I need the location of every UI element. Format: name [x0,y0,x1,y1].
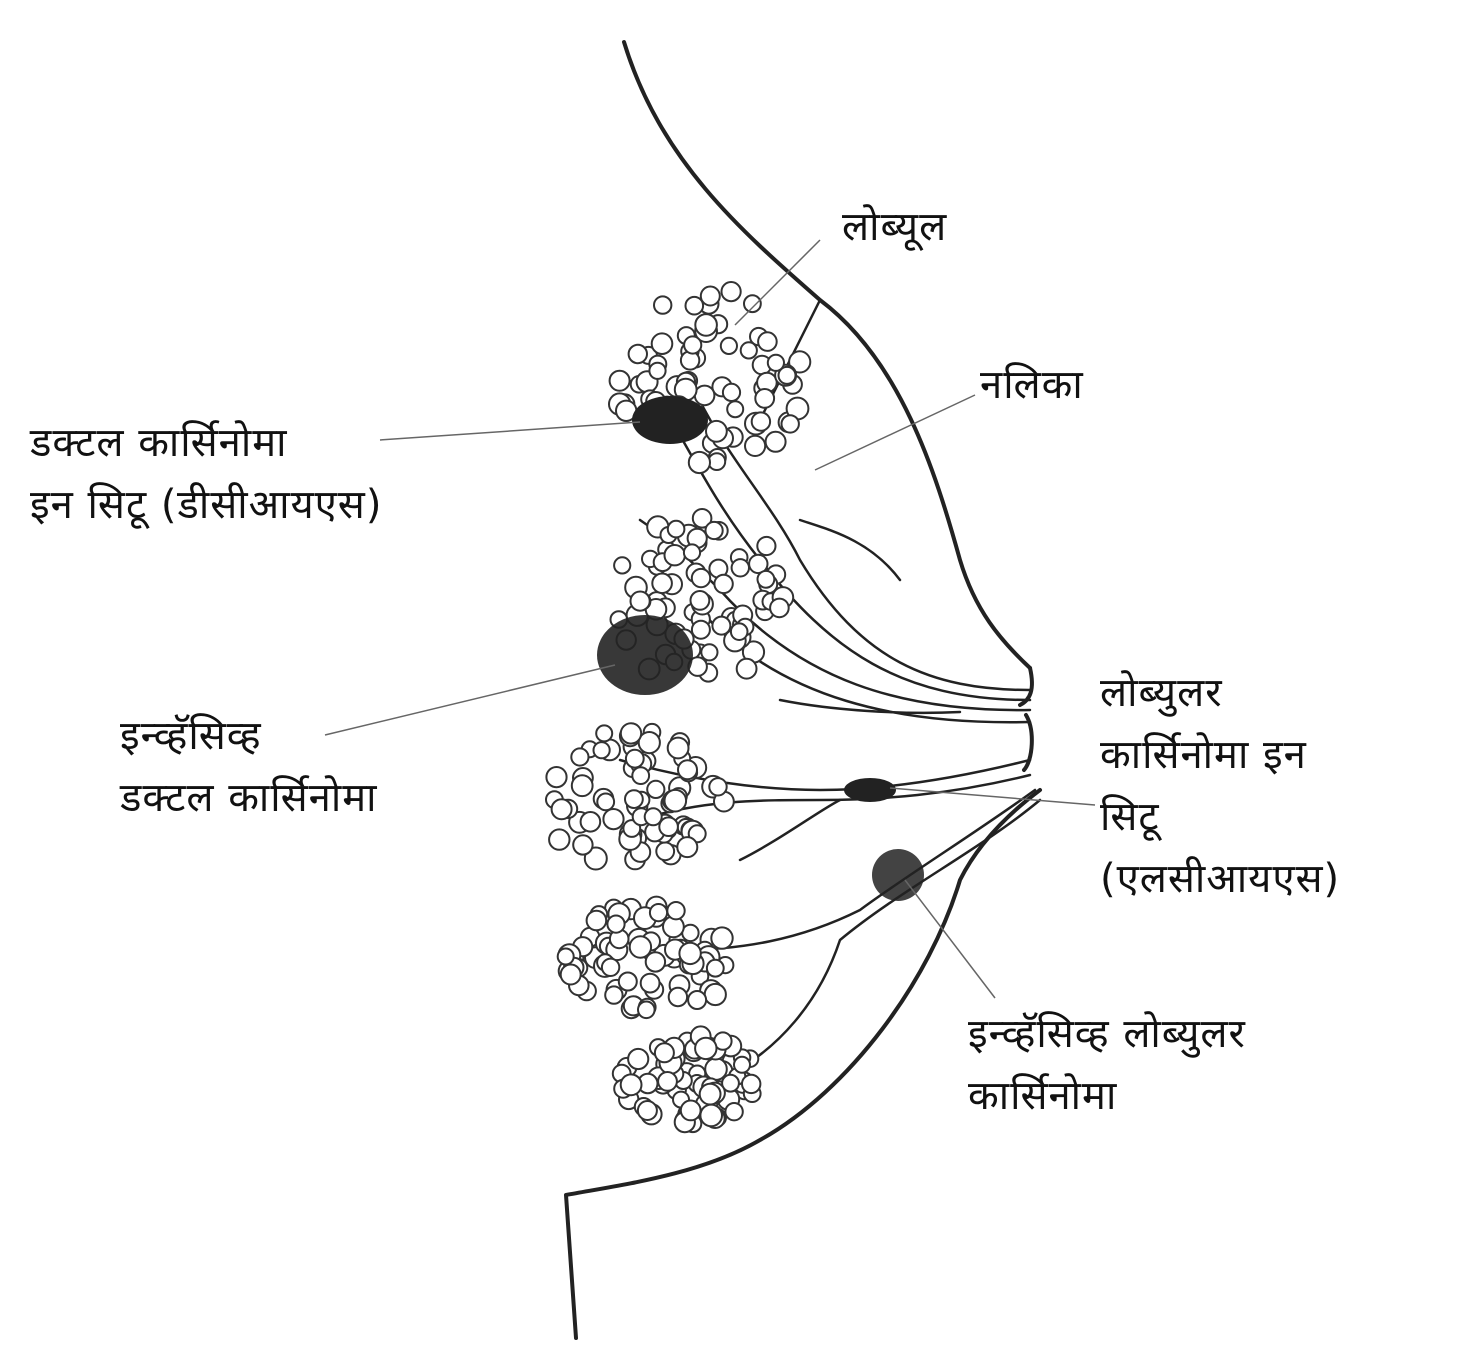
acinus [546,767,566,787]
acinus [645,808,662,825]
acinus [552,799,572,819]
acinus [626,750,644,768]
acinus [725,1103,742,1120]
acinus [571,748,588,765]
acinus [727,401,743,417]
acinus [667,902,684,919]
leader-lobule [735,240,820,325]
acinus [605,986,622,1003]
acinus [610,371,630,391]
label-idc-line-2: डक्टल कार्सिनोमा [120,775,378,821]
acinus [649,363,665,379]
acinus [745,436,765,456]
acinus [668,738,689,759]
acinus [638,1101,657,1120]
label-lcis-line-2: कार्सिनोमा इन [1100,732,1307,778]
acinus [705,984,726,1005]
acinus [684,544,700,560]
acinus [711,927,732,948]
acinus [684,336,701,353]
acinus [700,1105,722,1127]
acinus [650,904,667,921]
acinus [688,991,706,1009]
acinus [669,988,687,1006]
acinus [558,949,574,965]
acinus [629,345,647,363]
acinus [614,557,630,573]
acinus [692,621,710,639]
acinus [742,1075,760,1093]
acinus [619,973,637,991]
label-duct [980,354,1084,416]
acinus [621,723,641,743]
acinus [681,1101,701,1121]
label-idc [120,705,378,829]
acinus [691,591,710,610]
leader-lcis [890,788,1095,805]
acinus [782,415,799,432]
acinus [695,314,717,336]
acinus [707,960,724,977]
idc-mass [597,615,693,695]
acinus [628,1049,648,1069]
acinus [695,386,715,406]
acinus [561,965,581,985]
acinus [602,959,619,976]
acinus [573,835,592,854]
acinus [549,829,569,849]
acinus [700,1084,721,1105]
ilc-mass [872,849,924,901]
acinus [722,282,741,301]
acinus [714,575,732,593]
acinus [668,521,685,538]
label-ilc-line-1: इन्व्हॅसिव्ह लोब्युलर [968,1011,1246,1057]
acinus [709,778,726,795]
acinus [758,332,777,351]
acinus [652,333,673,354]
acinus [712,617,730,635]
label-lobule [842,196,947,258]
acinus [721,338,737,354]
acinus [757,537,775,555]
acinus [658,1072,677,1091]
label-dcis-line-1: डक्टल कार्सिनोमा [30,420,288,466]
leader-duct [815,395,975,470]
label-ilc [968,1003,1246,1127]
acinus [652,574,672,594]
acinus [625,790,643,808]
acinus [596,725,612,741]
acinus [656,842,674,860]
acinus [766,432,786,452]
acinus [638,1002,655,1019]
acinus [701,287,720,306]
acinus [752,412,770,430]
acinus [741,342,757,358]
label-ilc-line-2: कार्सिनोमा [968,1073,1118,1119]
acinus [677,837,697,857]
acinus [587,911,607,931]
acinus [572,775,593,796]
acinus [732,559,749,576]
label-idc-line-1: इन्व्हॅसिव्ह [120,713,262,759]
acinus [655,1043,674,1062]
acinus [758,571,775,588]
acinus [631,592,650,611]
label-lcis-line-3: सिटू [1100,794,1160,840]
acinus [665,545,685,565]
acinus [607,916,624,933]
dcis-mass [632,396,708,444]
acinus [621,1074,642,1095]
label-lcis [1100,662,1340,910]
acinus [705,1058,727,1080]
acinus [706,522,723,539]
acinus [597,794,614,811]
label-duct-line-1: नलिका [980,362,1084,408]
acinus [678,760,697,779]
acinus [755,389,774,408]
acinus [770,599,789,618]
acinus [647,781,664,798]
acinus [646,952,665,971]
acinus [689,452,710,473]
acinus [731,623,748,640]
acinus [768,355,784,371]
acinus [723,384,740,401]
acinus [695,1038,716,1059]
acinus [706,421,727,442]
leader-dcis [380,422,640,440]
acinus [734,1057,750,1073]
label-lobule-line-1: लोब्यूल [842,204,948,250]
acinus [654,296,671,313]
acinus [594,742,610,758]
lcis-mass [844,778,896,802]
label-dcis-line-2: इन सिटू (डीसीआयएस) [30,482,383,528]
acinus [659,817,678,836]
acinus [737,659,757,679]
acinus [665,790,687,812]
label-lcis-line-1: लोब्युलर [1100,670,1223,716]
acinus [641,974,660,993]
leader-ilc [905,880,995,998]
acinus [632,767,649,784]
acinus [603,809,623,829]
acinus [744,295,761,312]
acinus [701,644,717,660]
acinus [679,943,700,964]
label-lcis-line-4: (एलसीआयएस) [1100,856,1341,902]
acinus [692,569,710,587]
acinus [581,812,601,832]
label-dcis [30,412,382,536]
